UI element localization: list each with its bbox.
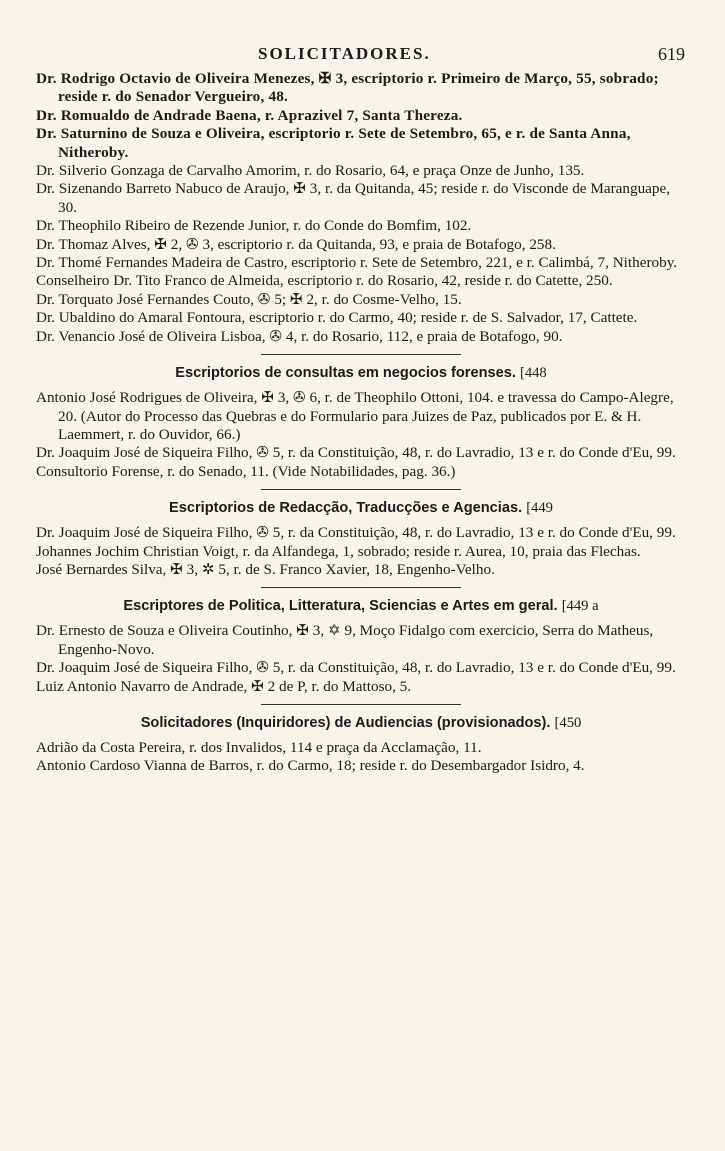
page-number: 619 — [658, 44, 685, 64]
section-ref: [450 — [554, 714, 582, 731]
section-heading — [36, 596, 686, 616]
section-ref: [449 a — [561, 598, 599, 615]
list-item: Dr. Theophilo Ribeiro de Rezende Junior, r. do Conde do Bomfim, 102. — [36, 217, 472, 235]
list-item: Dr. Sizenando Barreto Nabuco de Araujo, ✠ 3, r. da Quitanda, 45; reside r. do Visconde de Maranguape, 30. — [36, 180, 671, 216]
section-ref: [448 — [519, 365, 547, 382]
section-ref: [449 — [526, 500, 553, 517]
page-title: SOLICITADORES. — [258, 44, 431, 63]
list-item: Dr. Rodrigo Octavio de Oliveira Menezes, ✠ 3, escriptorio r. Primeiro de Março, 55, sobrado; reside r. do Senador Vergueiro, 48. — [36, 70, 659, 106]
list-item: Dr. Romualdo de Andrade Baena, r. Aprazivel 7, Santa Thereza. — [36, 106, 463, 124]
section-heading — [36, 363, 686, 383]
list-item: Dr. Venancio José de Oliveira Lisboa, ✇ 4, r. do Rosario, 112, e praia de Botafogo, 90. — [36, 327, 563, 345]
section-heading — [36, 713, 686, 733]
list-item: Dr. Silverio Gonzaga de Carvalho Amorim, r. do Rosario, 64, e praça Onze de Junho, 135. — [36, 162, 585, 180]
list-item: Johannes Jochim Christian Voigt, r. da Alfandega, 1, sobrado; reside r. Aurea, 10, praia das Flechas. — [36, 542, 641, 560]
section-list — [36, 739, 686, 776]
list-item: Dr. Thomaz Alves, ✠ 2, ✇ 3, escriptorio r. da Quitanda, 93, e praia de Botafogo, 258. — [36, 235, 556, 253]
list-item: Dr. Torquato José Fernandes Couto, ✇ 5; ✠ 2, r. do Cosme-Velho, 15. — [36, 290, 462, 308]
list-item: Luiz Antonio Navarro de Andrade, ✠ 2 de P, r. do Mattoso, 5. — [36, 677, 412, 695]
section-title: Escriptores de Politica, Litteratura, Sciencias e Artes em geral. — [123, 598, 558, 615]
list-item: Dr. Ernesto de Souza e Oliveira Coutinho, ✠ 3, ✡ 9, Moço Fidalgo com exercicio, Serra do Matheus, Engenho-Novo. — [36, 622, 654, 658]
list-item: Dr. Joaquim José de Siqueira Filho, ✇ 5, r. da Constituição, 48, r. do Lavradio, 13 e r. do Conde d'Eu, 99. — [36, 659, 676, 677]
list-item: Dr. Joaquim José de Siqueira Filho, ✇ 5, r. da Constituição, 48, r. do Lavradio, 13 e r. do Conde d'Eu, 99. — [36, 444, 676, 462]
list-item: Adrião da Costa Pereira, r. dos Invalidos, 114 e praça da Acclamação, 11. — [36, 738, 482, 756]
list-item: Dr. Saturnino de Souza e Oliveira, escriptorio r. Sete de Setembro, 65, e r. de Santa Anna, Nitheroby. — [36, 125, 631, 161]
section-divider — [261, 587, 461, 588]
section-divider — [261, 489, 461, 490]
solicitors-list — [36, 70, 686, 346]
section-title: Escriptorios de Redacção, Traducções e Agencias. — [169, 500, 523, 517]
list-item: José Bernardes Silva, ✠ 3, ✲ 5, r. de S. Franco Xavier, 18, Engenho-Velho. — [36, 560, 495, 578]
list-item: Antonio José Rodrigues de Oliveira, ✠ 3, ✇ 6, r. de Theophilo Ottoni, 104. e travessa do Campo-Alegre, 20. (Autor do Processo das Quebras e do Formulario para Juizes de Paz, publicados por E. & H. Laemmert, r. do Ouvidor, 66.) — [36, 389, 674, 443]
section-title: Escriptorios de consultas em negocios forenses. — [175, 365, 516, 382]
list-item: Conselheiro Dr. Tito Franco de Almeida, escriptorio r. do Rosario, 42, reside r. do Catette, 250. — [36, 272, 613, 290]
section-list — [36, 524, 686, 579]
list-item: Antonio Cardoso Vianna de Barros, r. do Carmo, 18; reside r. do Desembargador Isidro, 4. — [36, 757, 585, 775]
list-item: Consultorio Forense, r. do Senado, 11. (Vide Notabilidades, pag. 36.) — [36, 462, 456, 480]
list-item: Dr. Thomé Fernandes Madeira de Castro, escriptorio r. Sete de Setembro, 221, e r. Calimbá, 7, Nitheroby. — [36, 254, 678, 272]
page-body — [36, 70, 686, 776]
section-divider — [261, 704, 461, 705]
section-divider — [261, 354, 461, 355]
list-item: Dr. Ubaldino do Amaral Fontoura, escriptorio r. do Carmo, 40; reside r. de S. Salvador, 17, Cattete. — [36, 309, 638, 327]
section-list — [36, 389, 686, 481]
list-item: Dr. Joaquim José de Siqueira Filho, ✇ 5, r. da Constituição, 48, r. do Lavradio, 13 e r. do Conde d'Eu, 99. — [36, 524, 676, 542]
page-header — [0, 44, 725, 66]
section-heading — [36, 498, 686, 518]
section-list — [36, 622, 686, 696]
section-title: Solicitadores (Inquiridores) de Audiencias (provisionados). — [140, 714, 551, 731]
